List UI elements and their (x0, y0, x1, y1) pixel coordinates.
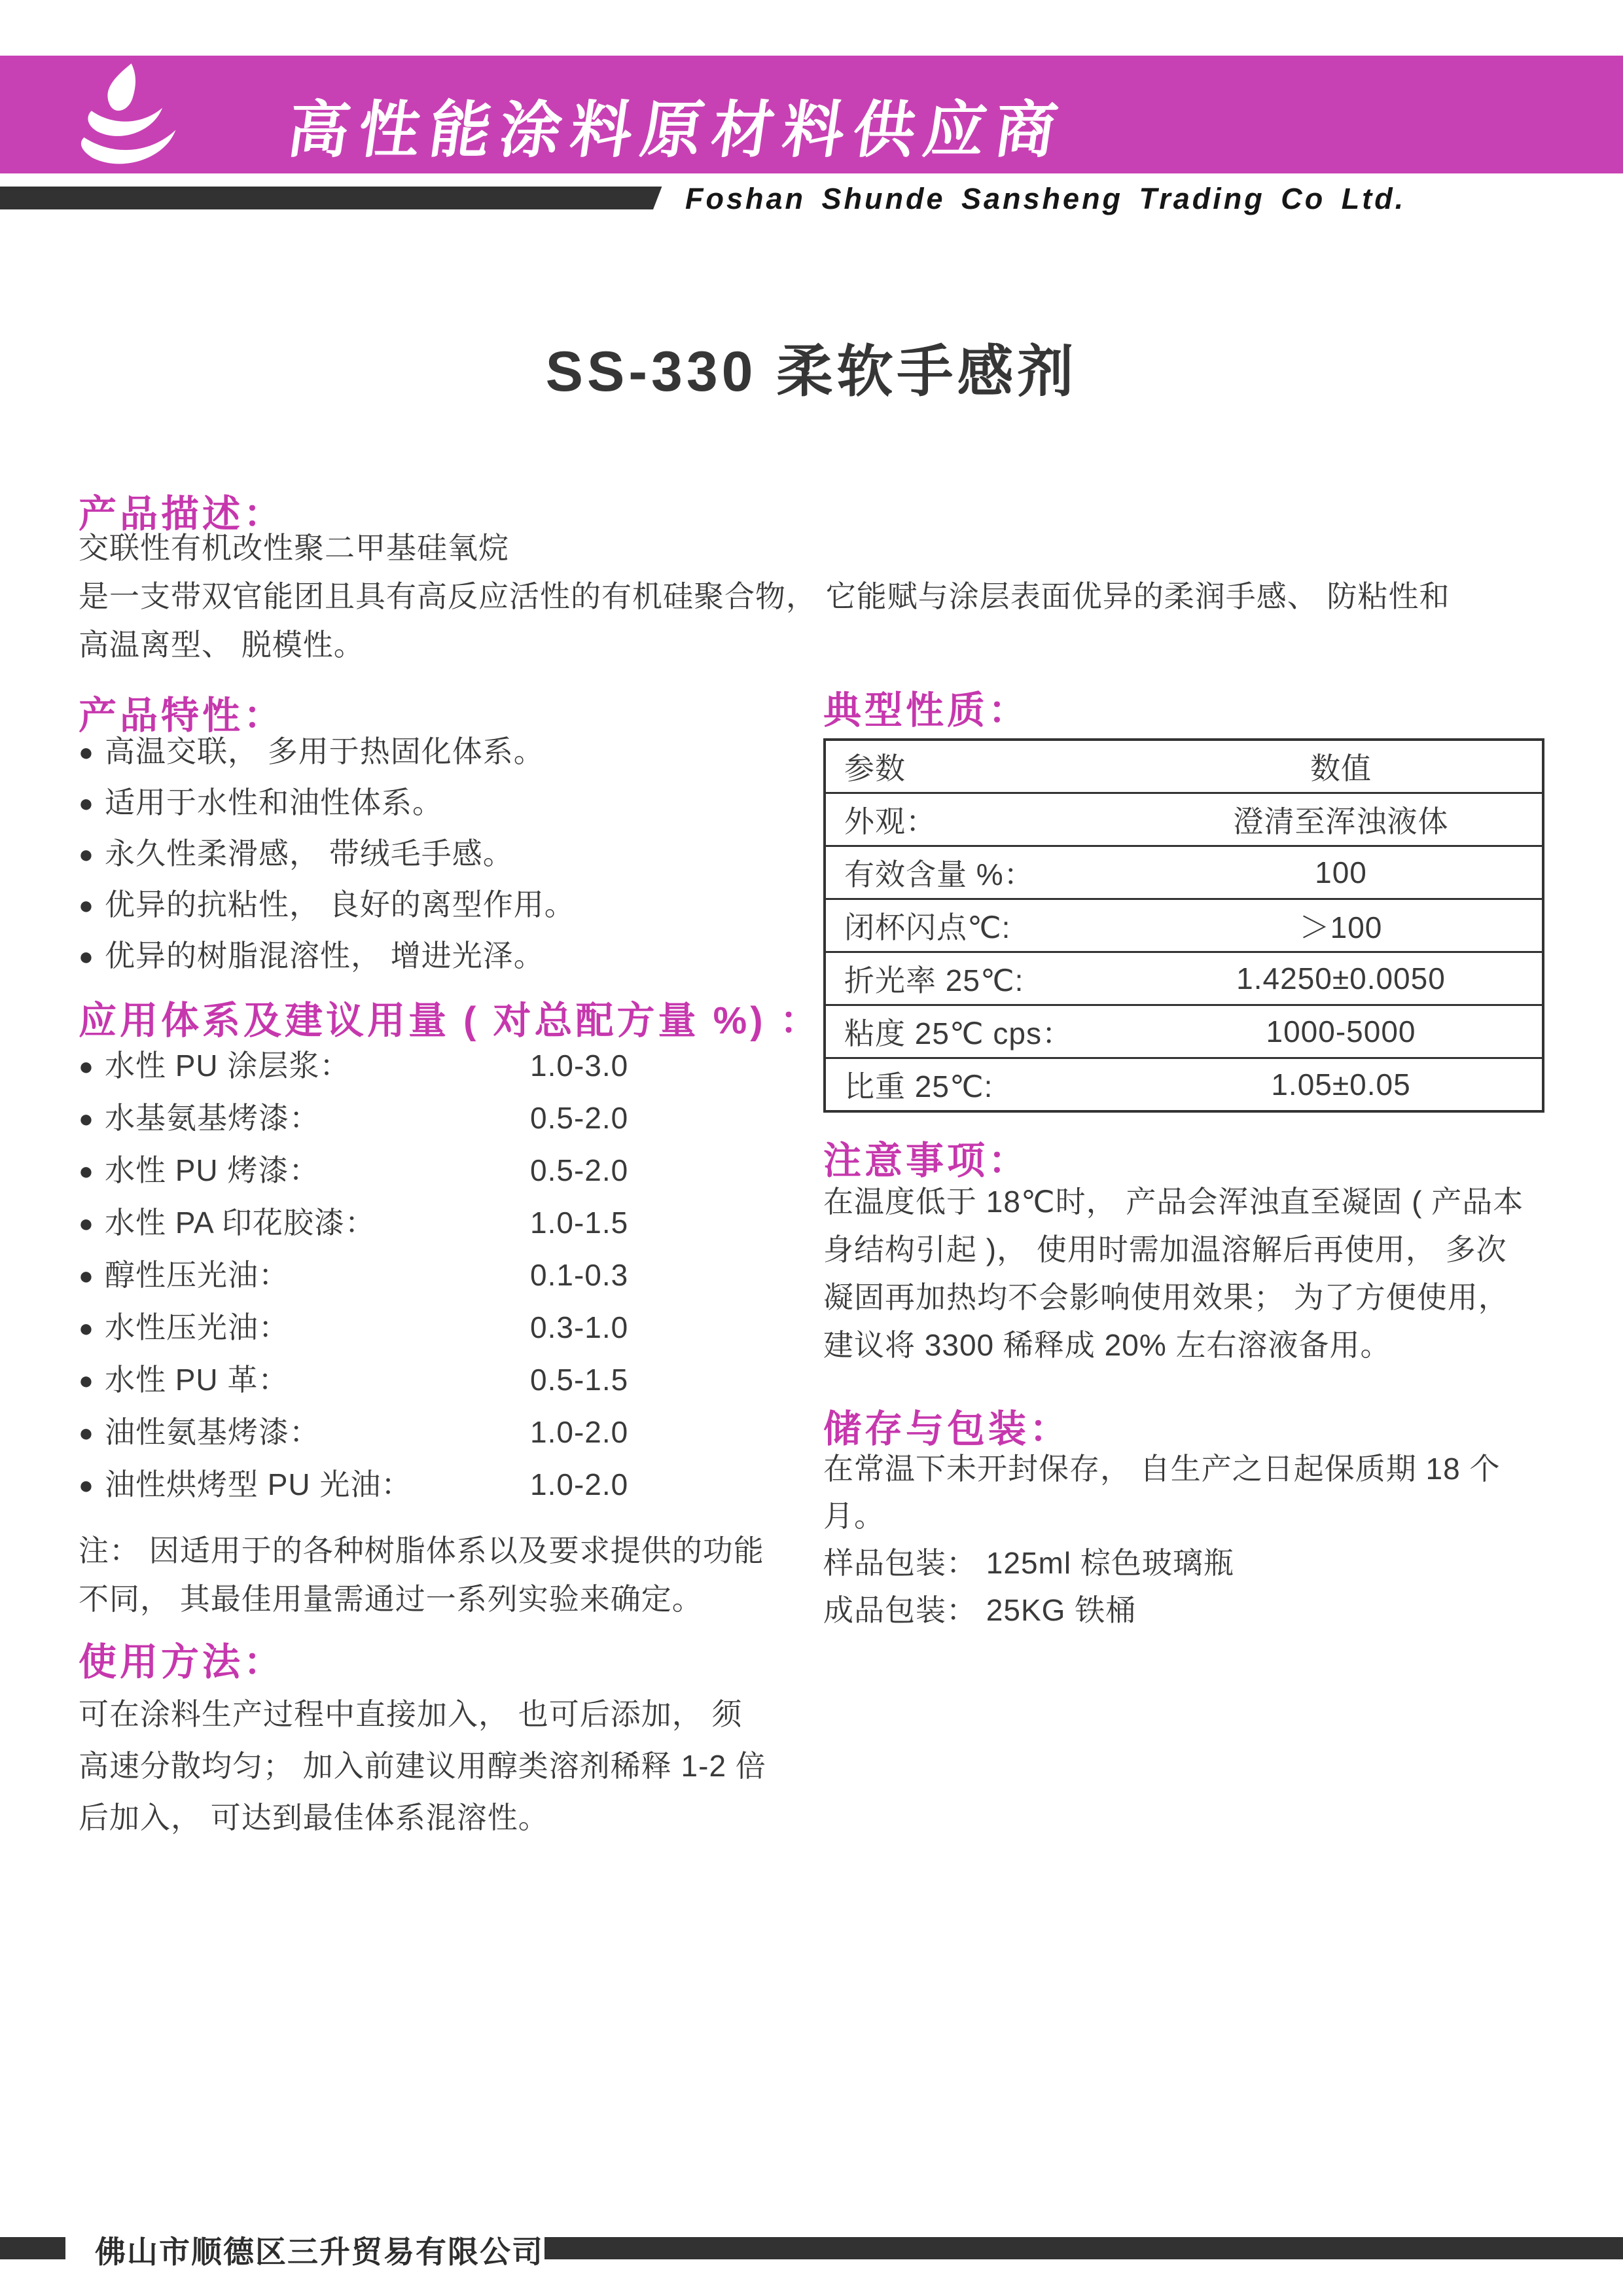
application-label: 油性氨基烤漆： (104, 1415, 320, 1449)
feature-text: 永久性柔滑感， 带绒毛手感。 (104, 836, 514, 870)
usage-line: 后加入， 可达到最佳体系混溶性。 (79, 1801, 549, 1835)
section-heading-features: 产品特性： (79, 694, 285, 737)
property-value: 1.4250±0.0050 (1236, 961, 1446, 996)
bullet-icon: ● (79, 1472, 94, 1499)
cautions-paragraph (823, 1178, 1524, 1369)
application-item (79, 1301, 798, 1354)
usage-line: 可在涂料生产过程中直接加入， 也可后添加， 须 (79, 1697, 743, 1731)
table-row (826, 794, 1542, 847)
bullet-icon: ● (79, 943, 94, 971)
feature-text: 优异的抗粘性， 良好的离型作用。 (104, 888, 575, 922)
properties-table (823, 738, 1544, 1113)
feature-item (79, 778, 575, 829)
table-row (826, 1059, 1542, 1110)
application-list (79, 1039, 798, 1511)
application-dosage: 0.5-2.0 (530, 1101, 629, 1135)
bullet-icon: ● (79, 1105, 94, 1133)
property-name: 有效含量 %： (844, 857, 1035, 891)
bullet-icon: ● (79, 841, 94, 869)
description-line: 是一支带双官能团且具有高反应活性的有机硅聚合物， 它能赋与涂层表面优异的柔润手感、 防粘性和 (79, 579, 1450, 613)
bullet-icon: ● (79, 739, 94, 766)
description-line: 交联性有机改性聚二甲基硅氧烷 (79, 531, 509, 565)
company-name-en: Foshan Shunde Sansheng Trading Co Ltd. (685, 182, 1406, 215)
footer-bar-left (0, 2237, 65, 2259)
application-item (79, 1354, 798, 1406)
note-line: 不同， 其最佳用量需通过一系列实验来确定。 (79, 1582, 703, 1616)
description-paragraph (79, 524, 1450, 669)
property-value: 澄清至浑浊液体 (1233, 804, 1449, 838)
banner-title: 高性能涂料原材料供应商 (283, 96, 1071, 164)
bullet-icon: ● (79, 892, 94, 920)
brand-swoosh-icon (75, 63, 226, 167)
feature-item (79, 931, 575, 982)
footer-bar-right (544, 2237, 1623, 2259)
table-row (826, 847, 1542, 900)
application-label: 醇性压光油： (104, 1258, 289, 1292)
description-line: 高温离型、 脱模性。 (79, 628, 365, 662)
application-dosage: 0.5-1.5 (530, 1363, 629, 1397)
bullet-icon: ● (79, 1367, 94, 1395)
application-note (79, 1526, 764, 1623)
bullet-icon: ● (79, 1053, 94, 1081)
property-value: 1.05±0.05 (1271, 1067, 1411, 1102)
application-label: 水性 PU 涂层浆： (104, 1049, 351, 1083)
usage-paragraph (79, 1689, 766, 1844)
application-label: 水基氨基烤漆： (104, 1101, 320, 1135)
section-heading-description: 产品描述： (79, 493, 285, 535)
application-dosage: 1.0-2.0 (530, 1467, 629, 1501)
storage-line: 在常温下未开封保存， 自生产之日起保质期 18 个 (823, 1452, 1501, 1486)
application-label: 油性烘烤型 PU 光油： (104, 1467, 412, 1501)
table-row (826, 1006, 1542, 1059)
column-header-value: 数值 (1310, 751, 1372, 785)
application-item (79, 1144, 798, 1196)
storage-line: 样品包装： 125ml 棕色玻璃瓶 (823, 1546, 1234, 1580)
bullet-icon: ● (79, 1315, 94, 1342)
table-header-row (826, 741, 1542, 794)
application-label: 水性 PU 革： (104, 1363, 289, 1397)
feature-item (79, 829, 575, 880)
feature-text: 适用于水性和油性体系。 (104, 785, 443, 819)
usage-line: 高速分散均匀； 加入前建议用醇类溶剂稀释 1-2 倍 (79, 1749, 766, 1783)
bullet-icon: ● (79, 1210, 94, 1238)
application-item (79, 1092, 798, 1144)
storage-line: 月。 (823, 1499, 885, 1533)
table-row (826, 900, 1542, 953)
section-heading-usage: 使用方法： (79, 1641, 285, 1683)
section-heading-cautions: 注意事项： (823, 1139, 1030, 1182)
product-title: SS-330 柔软手感剂 (545, 340, 1078, 403)
footer-company-name: 佛山市顺德区三升贸易有限公司 (95, 2234, 544, 2269)
feature-item (79, 726, 575, 778)
storage-line: 成品包装： 25KG 铁桶 (823, 1593, 1137, 1627)
property-name: 比重 25℃: (844, 1069, 993, 1103)
application-dosage: 1.0-2.0 (530, 1415, 629, 1449)
bullet-icon: ● (79, 790, 94, 817)
caution-line: 凝固再加热均不会影响使用效果； 为了方便使用， (823, 1280, 1509, 1314)
features-list (79, 726, 575, 982)
application-label: 水性 PA 印花胶漆： (104, 1206, 376, 1240)
feature-text: 优异的树脂混溶性， 增进光泽。 (104, 939, 544, 973)
application-item (79, 1458, 798, 1511)
application-item (79, 1196, 798, 1249)
application-label: 水性压光油： (104, 1310, 289, 1344)
application-dosage: 0.5-2.0 (530, 1153, 629, 1187)
application-dosage: 0.3-1.0 (530, 1310, 629, 1344)
header-banner (0, 56, 1623, 173)
feature-item (79, 880, 575, 931)
property-name: 粘度 25℃ cps： (844, 1016, 1073, 1050)
feature-text: 高温交联， 多用于热固化体系。 (104, 734, 544, 768)
section-heading-properties: 典型性质： (823, 689, 1030, 732)
section-heading-application: 应用体系及建议用量 ( 对总配方量 %) ： (79, 999, 821, 1042)
property-name: 外观： (844, 804, 936, 838)
application-dosage: 1.0-1.5 (530, 1206, 629, 1240)
caution-line: 在温度低于 18℃时， 产品会浑浊直至凝固 ( 产品本 (823, 1185, 1524, 1219)
caution-line: 建议将 3300 稀释成 20% 左右溶液备用。 (823, 1328, 1391, 1362)
bullet-icon: ● (79, 1158, 94, 1185)
application-item (79, 1249, 798, 1301)
property-name: 折光率 25℃: (844, 963, 1024, 997)
application-dosage: 0.1-0.3 (530, 1258, 629, 1292)
column-header-parameter: 参数 (844, 751, 906, 785)
bullet-icon: ● (79, 1263, 94, 1290)
table-row (826, 953, 1542, 1006)
note-line: 注： 因适用于的各种树脂体系以及要求提供的功能 (79, 1534, 764, 1568)
tagline-dark-bar (0, 187, 662, 209)
caution-line: 身结构引起 )， 使用时需加温溶解后再使用， 多次 (823, 1232, 1507, 1266)
application-dosage: 1.0-3.0 (530, 1049, 629, 1083)
property-value: 1000-5000 (1266, 1014, 1416, 1049)
property-name: 闭杯闪点℃: (844, 910, 1011, 944)
application-item (79, 1406, 798, 1458)
storage-paragraph (823, 1445, 1501, 1634)
property-value: ＞100 (1299, 910, 1383, 944)
application-label: 水性 PU 烤漆： (104, 1153, 320, 1187)
property-value: 100 (1315, 855, 1367, 889)
bullet-icon: ● (79, 1420, 94, 1447)
section-heading-storage: 储存与包装： (823, 1408, 1071, 1450)
application-item (79, 1039, 798, 1092)
